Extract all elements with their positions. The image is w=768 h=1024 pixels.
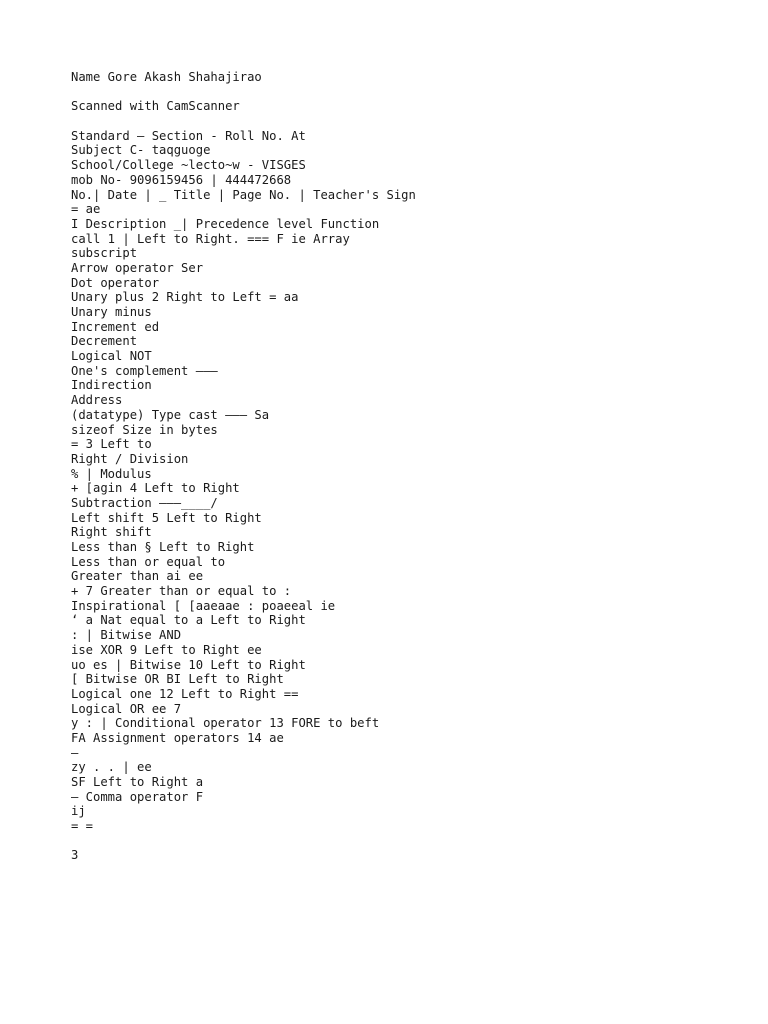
blank-line [71, 85, 751, 100]
text-line: FA Assignment operators 14 ae [71, 730, 284, 745]
text-line: Standard — Section - Roll No. At [71, 128, 306, 143]
text-line: No.| Date | _ Title | Page No. | Teacher's Sign [71, 187, 416, 202]
text-line: — Comma operator F [71, 789, 204, 804]
text-line: ij [71, 804, 86, 819]
scanner-watermark-line: Scanned with CamScanner [71, 99, 240, 114]
text-line: subscript [71, 246, 138, 261]
blank-line [71, 834, 751, 849]
text-line: Subject C- taqguoge [71, 143, 211, 158]
text-line: Logical one 12 Left to Right == [71, 686, 299, 701]
text-line: One's complement ——— [71, 363, 218, 378]
text-line: y : | Conditional operator 13 FORE to beft [71, 716, 380, 731]
text-line: % | Modulus [71, 466, 152, 481]
text-line: — [71, 745, 79, 760]
text-line: mob No- 9096159456 | 444472668 [71, 172, 292, 187]
text-line: + 7 Greater than or equal to : [71, 584, 292, 599]
text-line: School/College ~lecto~w - VISGES [71, 158, 306, 173]
text-line: Logical NOT [71, 349, 152, 364]
text-line: uo es | Bitwise 10 Left to Right [71, 657, 306, 672]
text-line: Unary plus 2 Right to Left = aa [71, 290, 299, 305]
text-line: Greater than ai ee [71, 569, 204, 584]
text-line: SF Left to Right a [71, 775, 204, 789]
text-line: I Description _| Precedence level Function [71, 216, 380, 231]
text-line: Less than or equal to [71, 554, 226, 569]
ocr-text-page [71, 70, 751, 863]
text-line: call 1 | Left to Right. === F ie Array [71, 231, 350, 246]
text-line: Inspirational [ [aaeaae : poaeeal ie [71, 598, 336, 613]
text-line: Indirection [71, 378, 152, 393]
text-line: + [agin 4 Left to Right [71, 481, 240, 496]
text-line: [ Bitwise OR BI Left to Right [71, 672, 284, 687]
text-line: : | Bitwise AND [71, 628, 182, 643]
text-line: Dot operator [71, 275, 160, 290]
text-line: = 3 Left to [71, 437, 152, 452]
text-line: (datatype) Type cast ——— Sa [71, 407, 270, 422]
text-line: Less than § Left to Right [71, 540, 255, 554]
student-name-line: Name Gore Akash Shahajirao [71, 70, 262, 84]
text-line: Right shift [71, 525, 152, 540]
text-line: Right / Division [71, 451, 189, 466]
text-line: Decrement [71, 334, 138, 349]
text-line: Arrow operator Ser [71, 260, 204, 275]
blank-line [71, 114, 751, 129]
text-line: ise XOR 9 Left to Right ee [71, 642, 262, 657]
text-line: Left shift 5 Left to Right [71, 510, 262, 525]
text-line: Logical OR ee 7 [71, 701, 182, 716]
text-line: Increment ed [71, 319, 160, 334]
page-number: 3 [71, 848, 79, 863]
text-line: ‘ a Nat equal to a Left to Right [71, 613, 306, 628]
text-line: zy . . | ee [71, 760, 152, 775]
text-line: sizeof Size in bytes [71, 422, 218, 437]
text-line: Address [71, 393, 123, 408]
text-line: Subtraction ———____/ [71, 495, 218, 510]
text-line: = = [71, 819, 94, 834]
text-line: Unary minus [71, 305, 152, 319]
operator-table-text [71, 129, 751, 834]
text-line: = ae [71, 202, 101, 217]
